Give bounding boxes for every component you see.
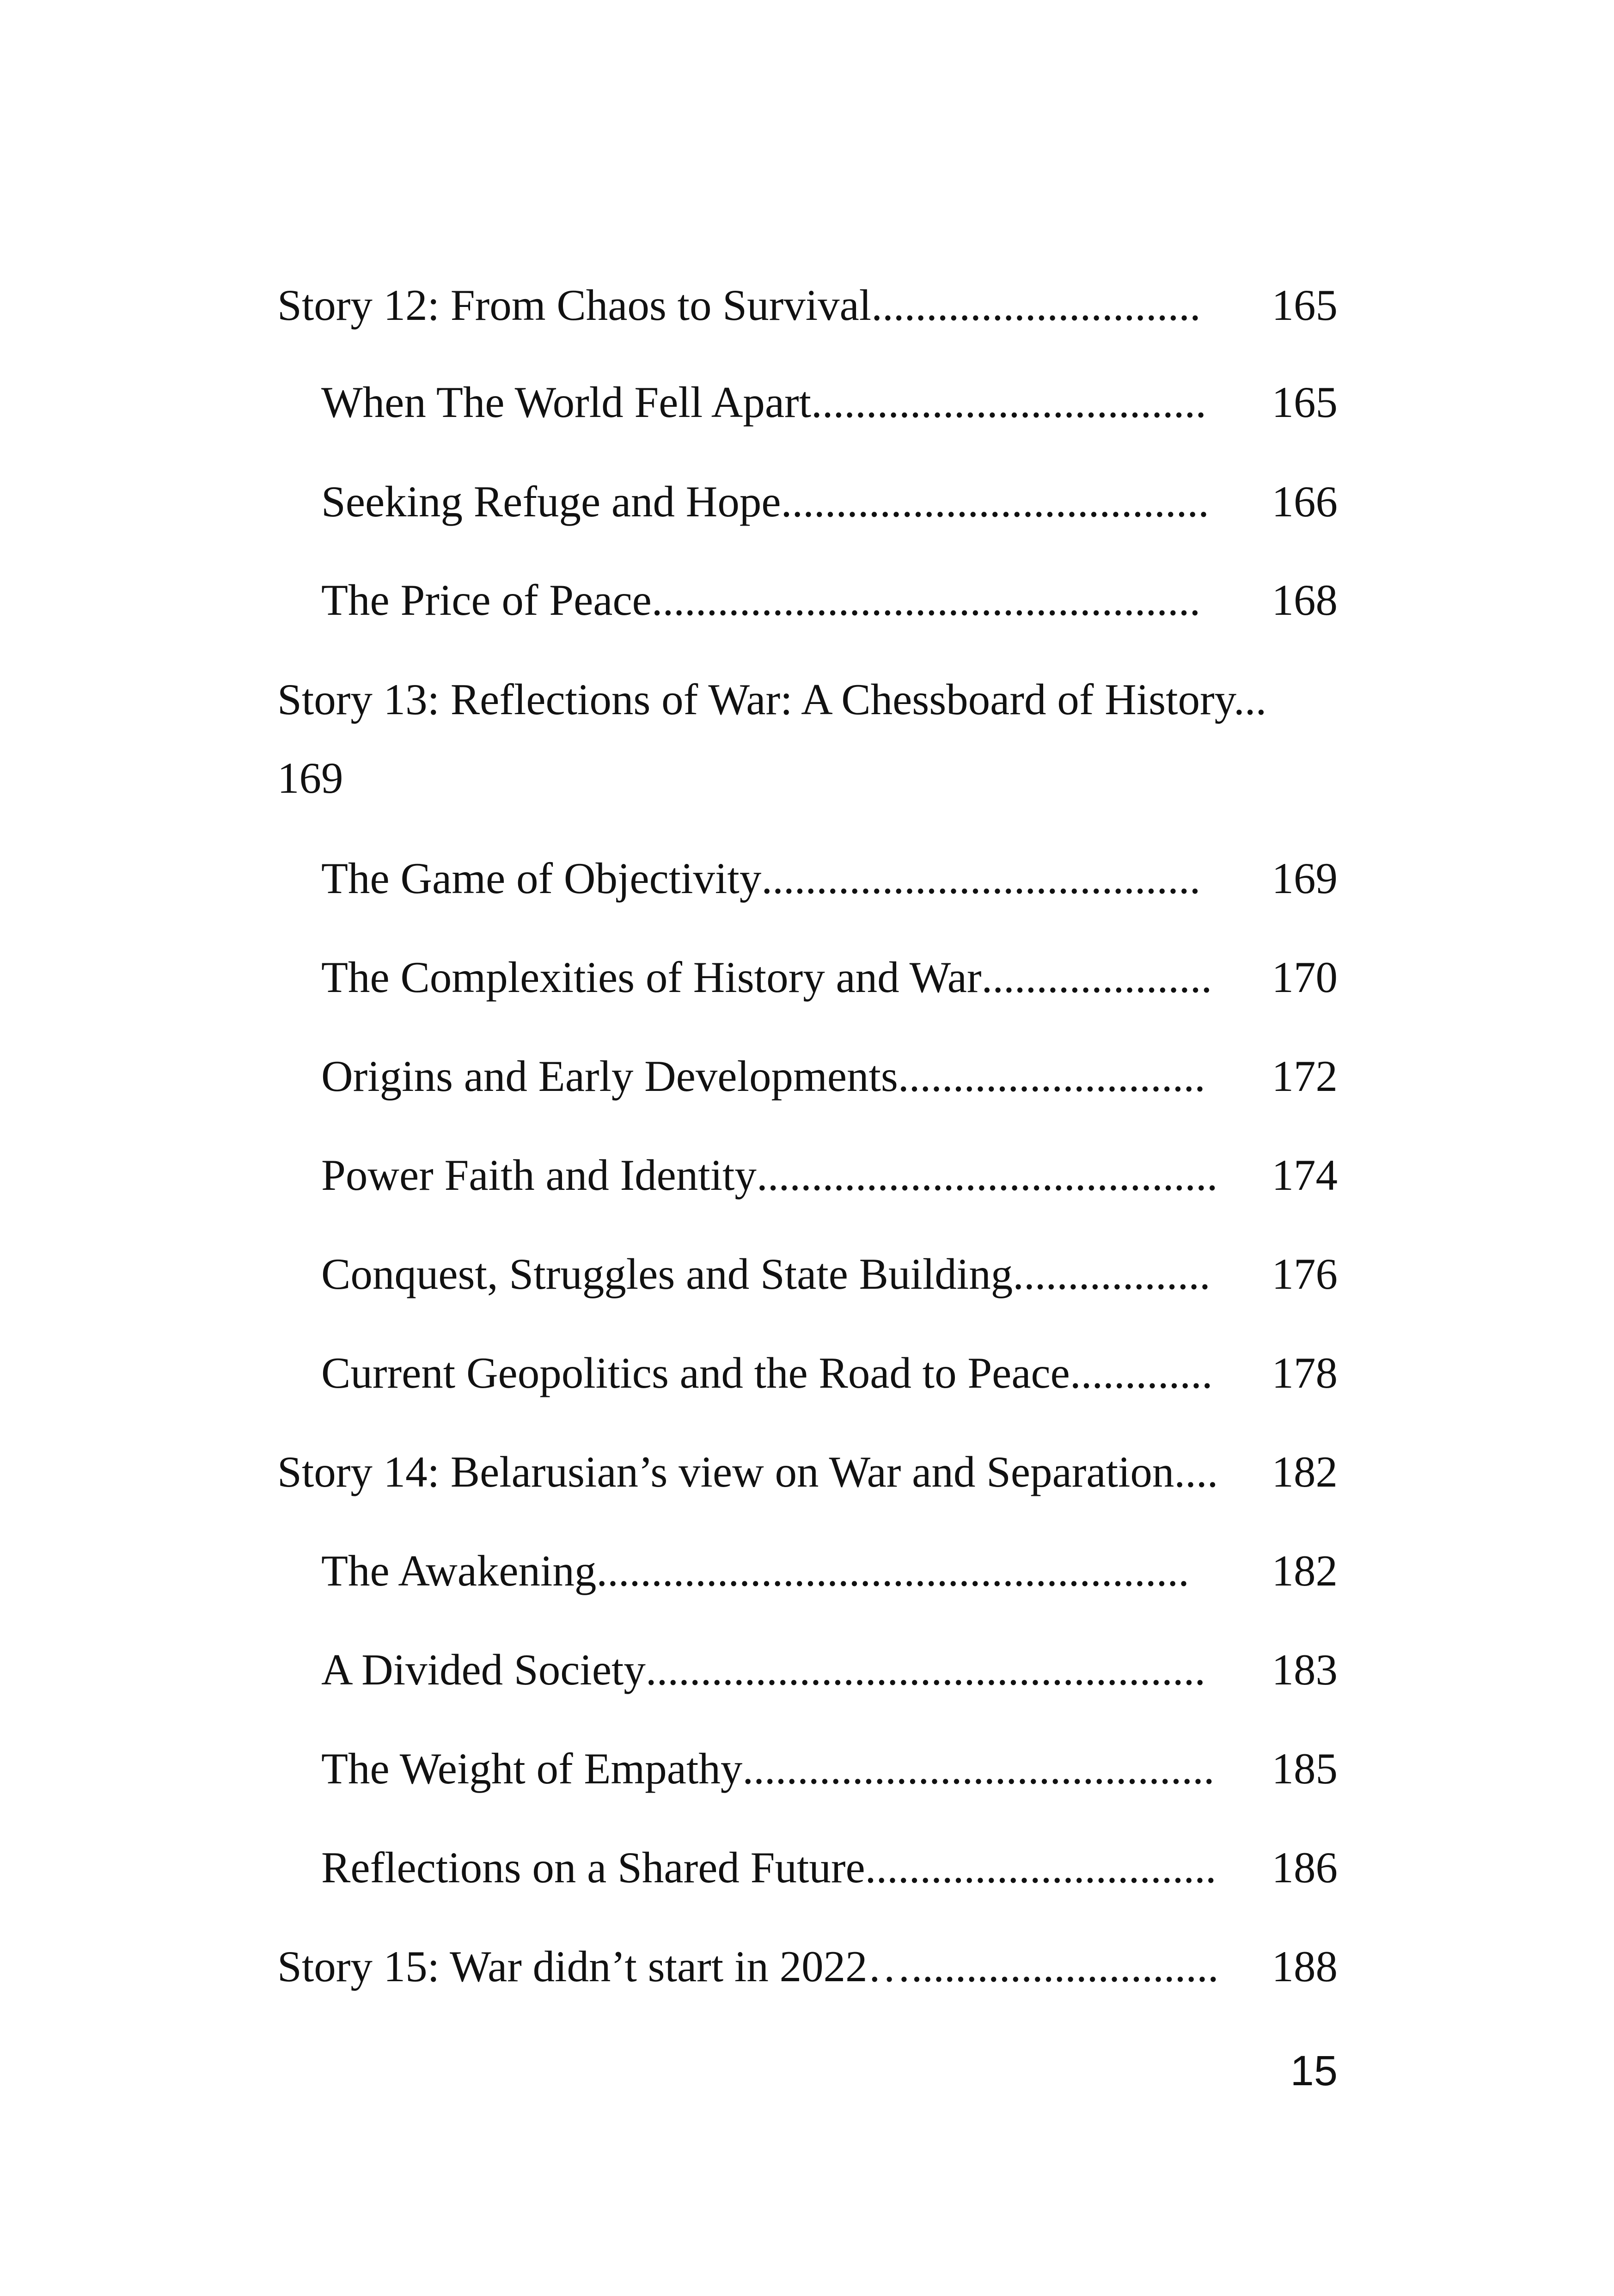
toc-dot-leader: .......................................: [781, 477, 1209, 526]
toc-entry-divided-society[interactable]: [321, 1637, 1338, 1702]
toc-page-number: 185: [1272, 1744, 1338, 1793]
toc-page-number: 178: [1272, 1348, 1338, 1397]
toc-dot-leader: .....................: [981, 953, 1212, 1002]
toc-dot-leader: ............................: [898, 1052, 1205, 1101]
toc-dot-leader: ..................: [1013, 1249, 1210, 1298]
toc-dot-leader: ................................: [865, 1843, 1217, 1892]
toc-dot-leader: …............................: [867, 1942, 1219, 1991]
toc-entry-shared-future[interactable]: [321, 1835, 1338, 1900]
toc-entry-title: When The World Fell Apart: [321, 378, 812, 427]
toc-entry-complexities[interactable]: [321, 945, 1338, 1010]
toc-entry-title: Origins and Early Developments: [321, 1052, 898, 1101]
toc-entry-title: Story 13: Reflections of War: A Chessboard of History...: [277, 675, 1267, 724]
toc-entry-awakening[interactable]: [321, 1538, 1338, 1603]
toc-entry-title: Story 14: Belarusian’s view on War and Separation: [277, 1447, 1174, 1496]
toc-entry-power-faith[interactable]: [321, 1143, 1338, 1207]
toc-entry-title: The Complexities of History and War: [321, 953, 982, 1002]
toc-entry-story-15[interactable]: [277, 1934, 1338, 1999]
toc-dot-leader: ....................................: [811, 378, 1207, 427]
toc-entry-title: Current Geopolitics and the Road to Peace: [321, 1348, 1070, 1397]
toc-dot-leader: ..............................: [871, 281, 1201, 330]
toc-entry-title: Story 12: From Chaos to Survival: [277, 281, 872, 330]
toc-page-number: 168: [1272, 576, 1338, 625]
toc-page-number: 182: [1272, 1447, 1338, 1496]
toc-page-number: 174: [1272, 1151, 1338, 1200]
toc-dot-leader: ...........................................: [742, 1744, 1215, 1793]
toc-page-number: 176: [1272, 1249, 1338, 1298]
toc-entry-title: Story 15: War didn’t start in 2022: [277, 1942, 868, 1991]
toc-page-number: 165: [1272, 378, 1338, 427]
toc-entry-story-12[interactable]: [277, 273, 1338, 337]
toc-entry-conquest[interactable]: [321, 1242, 1338, 1306]
toc-entry-title: The Awakening: [321, 1546, 597, 1595]
toc-dot-leader: ...................................................: [645, 1645, 1206, 1694]
toc-entry-title: The Price of Peace: [321, 576, 652, 625]
toc-page-number: 182: [1272, 1546, 1338, 1595]
toc-entry-game-of-objectivity[interactable]: [321, 846, 1338, 911]
toc-entry-title: The Weight of Empathy: [321, 1744, 743, 1793]
toc-entry-title: Power Faith and Identity: [321, 1151, 757, 1200]
toc-page-number: 169: [1272, 854, 1338, 903]
toc-entry-title: Conquest, Struggles and State Building: [321, 1249, 1013, 1298]
toc-dot-leader: ......................................................: [596, 1546, 1189, 1595]
toc-page-number: 183: [1272, 1645, 1338, 1694]
toc-entry-title: Seeking Refuge and Hope: [321, 477, 781, 526]
toc-page-number: 186: [1272, 1843, 1338, 1892]
toc-entry-price-of-peace[interactable]: [321, 568, 1338, 632]
toc-page-number: 169: [277, 753, 343, 802]
toc-dot-leader: ........................................: [761, 854, 1201, 903]
toc-page-number: 188: [1272, 1942, 1338, 1991]
toc-page-number: 172: [1272, 1052, 1338, 1101]
toc-entry-weight-of-empathy[interactable]: [321, 1736, 1338, 1801]
toc-entry-geopolitics[interactable]: [321, 1341, 1338, 1405]
toc-page-number: 166: [1272, 477, 1338, 526]
toc-entry-seeking-refuge[interactable]: [321, 469, 1338, 534]
toc-entry-world-fell-apart[interactable]: [321, 370, 1338, 435]
toc-page-number: 170: [1272, 953, 1338, 1002]
toc-entry-title: The Game of Objectivity: [321, 854, 762, 903]
toc-dot-leader: .............: [1070, 1348, 1213, 1397]
toc-page-number: 165: [1272, 281, 1338, 330]
toc-dot-leader: ..........................................: [756, 1151, 1218, 1200]
toc-entry-origins[interactable]: [321, 1044, 1338, 1108]
toc-entry-story-13[interactable]: [277, 667, 1338, 806]
toc-dot-leader: ..................................................: [651, 576, 1201, 625]
toc-dot-leader: ....: [1174, 1447, 1218, 1496]
page-number: 15: [1290, 2047, 1338, 2094]
toc-entry-title: A Divided Society: [321, 1645, 646, 1694]
toc-entry-story-14[interactable]: [277, 1439, 1338, 1504]
toc-entry-title: Reflections on a Shared Future: [321, 1843, 865, 1892]
